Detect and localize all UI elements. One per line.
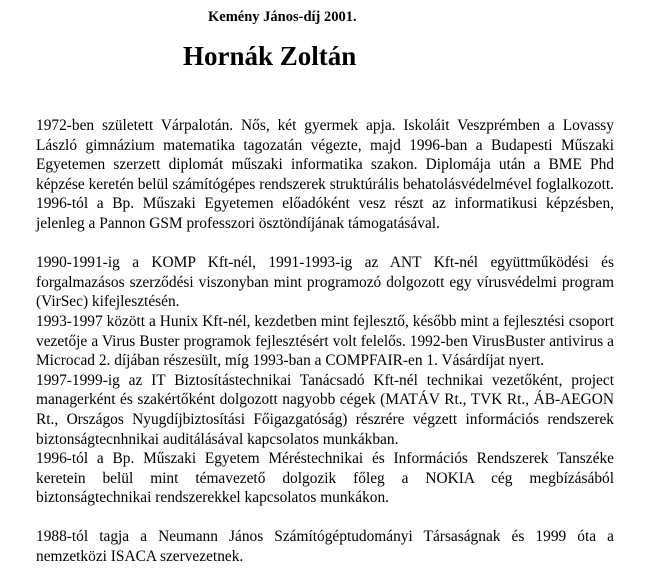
award-title: Kemény János-díj 2001.	[208, 9, 357, 25]
paragraph-it-biztositastechnikai: 1997-1999-ig az IT Biztosítástechnikai Tanácsadó Kft-nél technikai vezetőként, project managerként és szakértőként dolgozott nagyobb cégek (MATÁV Rt., TVK Rt., ÁB-AEGON Rt., Országos Nyugdíjbiztosítási Főigazgatóság) részrére végzett információs rendszerek biztonságtecnhnikai auditálásával kapcsolatos munkákban.	[36, 371, 614, 448]
paragraph-gap	[36, 234, 614, 254]
biography-text	[36, 116, 614, 567]
paragraph-education: 1972-ben született Várpalotán. Nős, két gyermek apja. Iskoláit Veszprémben a Lovassy László gimnázium matematika tagozatán végezte, majd 1996-ban a Budapesti Műszaki Egyetemen szerzett diplomát műszaki informatika szakon. Diplomája után a BME Phd képzése keretén belül számítógépes rendszerek struktúrális behatolásvédelmével foglalkozott. 1996-tól a Bp. Műszaki Egyetemen előadóként vesz részt az informatikusi képzésben, jelenleg a Pannon GSM professzori ösztöndíjának támogatásával.	[36, 117, 614, 232]
paragraph-bme-tanszek: 1996-tól a Bp. Műszaki Egyetem Méréstechnikai és Információs Rendszerek Tanszéke keretein belül mint témavezető dolgozik főleg a NOKIA cég megbízásából biztonságtechnikai rendszerekkel kapcsolatos munkákon.	[36, 450, 614, 507]
paragraph-hunix: 1993-1997 között a Hunix Kft-nél, kezdetben mint fejlesztő, később mint a fejlesztési csoport vezetője a Virus Buster programok fejlesztésért volt felelős. 1992-ben VirusBuster antivirus a Microcad 2. díjában részesült, míg 1993-ban a COMPFAIR-en 1. Vásárdíjat nyert.	[36, 312, 614, 370]
person-name: Hornák Zoltán	[183, 41, 357, 71]
paragraph-komp-ant: 1990-1991-ig a KOMP Kft-nél, 1991-1993-ig az ANT Kft-nél együttműködési és forgalmazásos szerződési viszonyban mint programozó dolgozott egy vírusvédelmi program (VirSec) kifejlesztésén.	[36, 254, 614, 311]
paragraph-memberships: 1988-tól tagja a Neumann János Számítógéptudományi Társaságnak és 1999 óta a nemzetközi ISACA szervezetnek.	[36, 528, 614, 566]
paragraph-gap	[36, 508, 614, 528]
